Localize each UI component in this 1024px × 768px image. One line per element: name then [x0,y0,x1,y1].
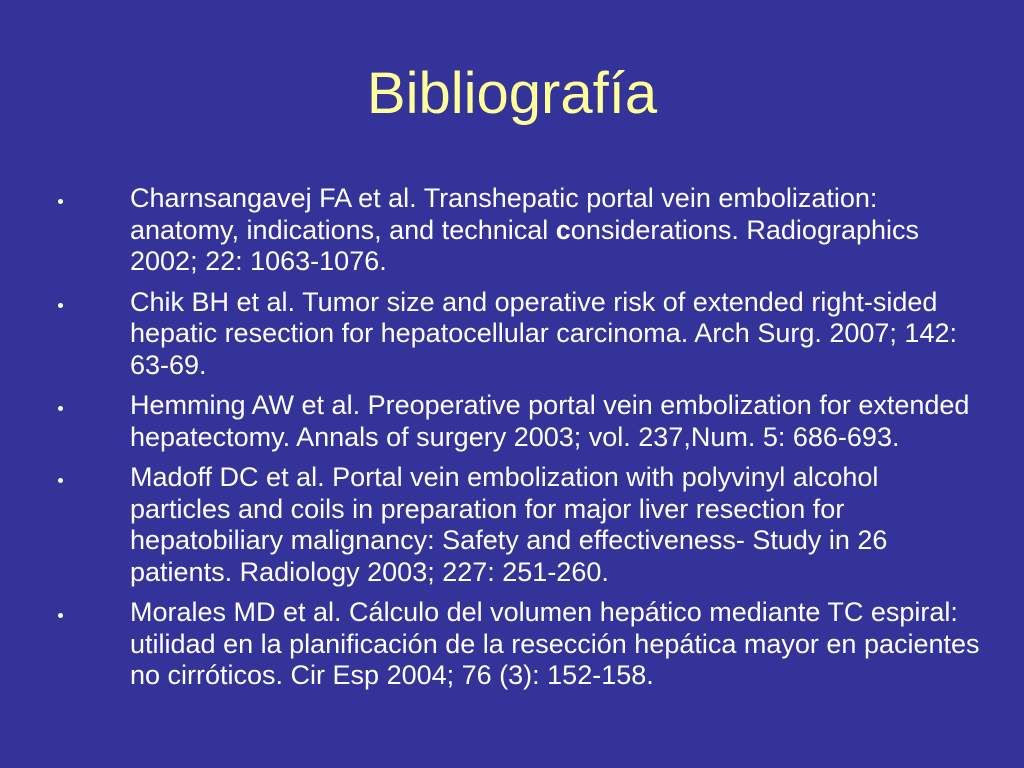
reference-text-part: Chik BH et al. Tumor size and operative risk of extended right-sided hepatic resection for hepatocellular carcinoma. Arch Surg. 2007; 142: 63-69. [130,286,957,380]
bullet-icon [58,183,66,215]
reference-text-bold: c [555,214,571,245]
bullet-icon [58,287,66,319]
bullet-icon [58,390,66,422]
reference-text [130,597,980,690]
reference-item [0,390,1024,453]
reference-item [0,287,1024,382]
reference-text-part: Morales MD et al. Cálculo del volumen hepático mediante TC espiral: utilidad en la planificación de la resección hepática mayor en pacientes no cirróticos. Cir Esp 2004; 76 (3): 152-158. [130,597,980,690]
bullet-icon [58,462,66,494]
reference-list [0,183,1024,701]
reference-item [0,597,1024,692]
reference-text [130,462,887,587]
bullet-icon [58,597,66,629]
reference-item [0,462,1024,588]
reference-text [130,183,919,276]
reference-item [0,183,1024,278]
reference-text-part: onsiderations. Radiographics 2002; 22: 1063-1076. [130,214,920,276]
reference-text-part: Madoff DC et al. Portal vein embolization with polyvinyl alcohol particles and coils in preparation for major liver resection for hepatobiliary malignancy: Safety and effectiveness- Study in 26 patients. Radiology 2003; 227: 251-260. [130,462,888,587]
reference-text [130,390,969,452]
slide-title: Bibliografía [366,61,658,126]
reference-text-part: Hemming AW et al. Preoperative portal vein embolization for extended hepatectomy. Annals of surgery 2003; vol. 237,Num. 5: 686-693. [130,390,970,452]
reference-text-part: Charnsangavej FA et al. Transhepatic portal vein embolization: anatomy, indications, and technical [130,183,878,245]
reference-text [130,287,957,380]
